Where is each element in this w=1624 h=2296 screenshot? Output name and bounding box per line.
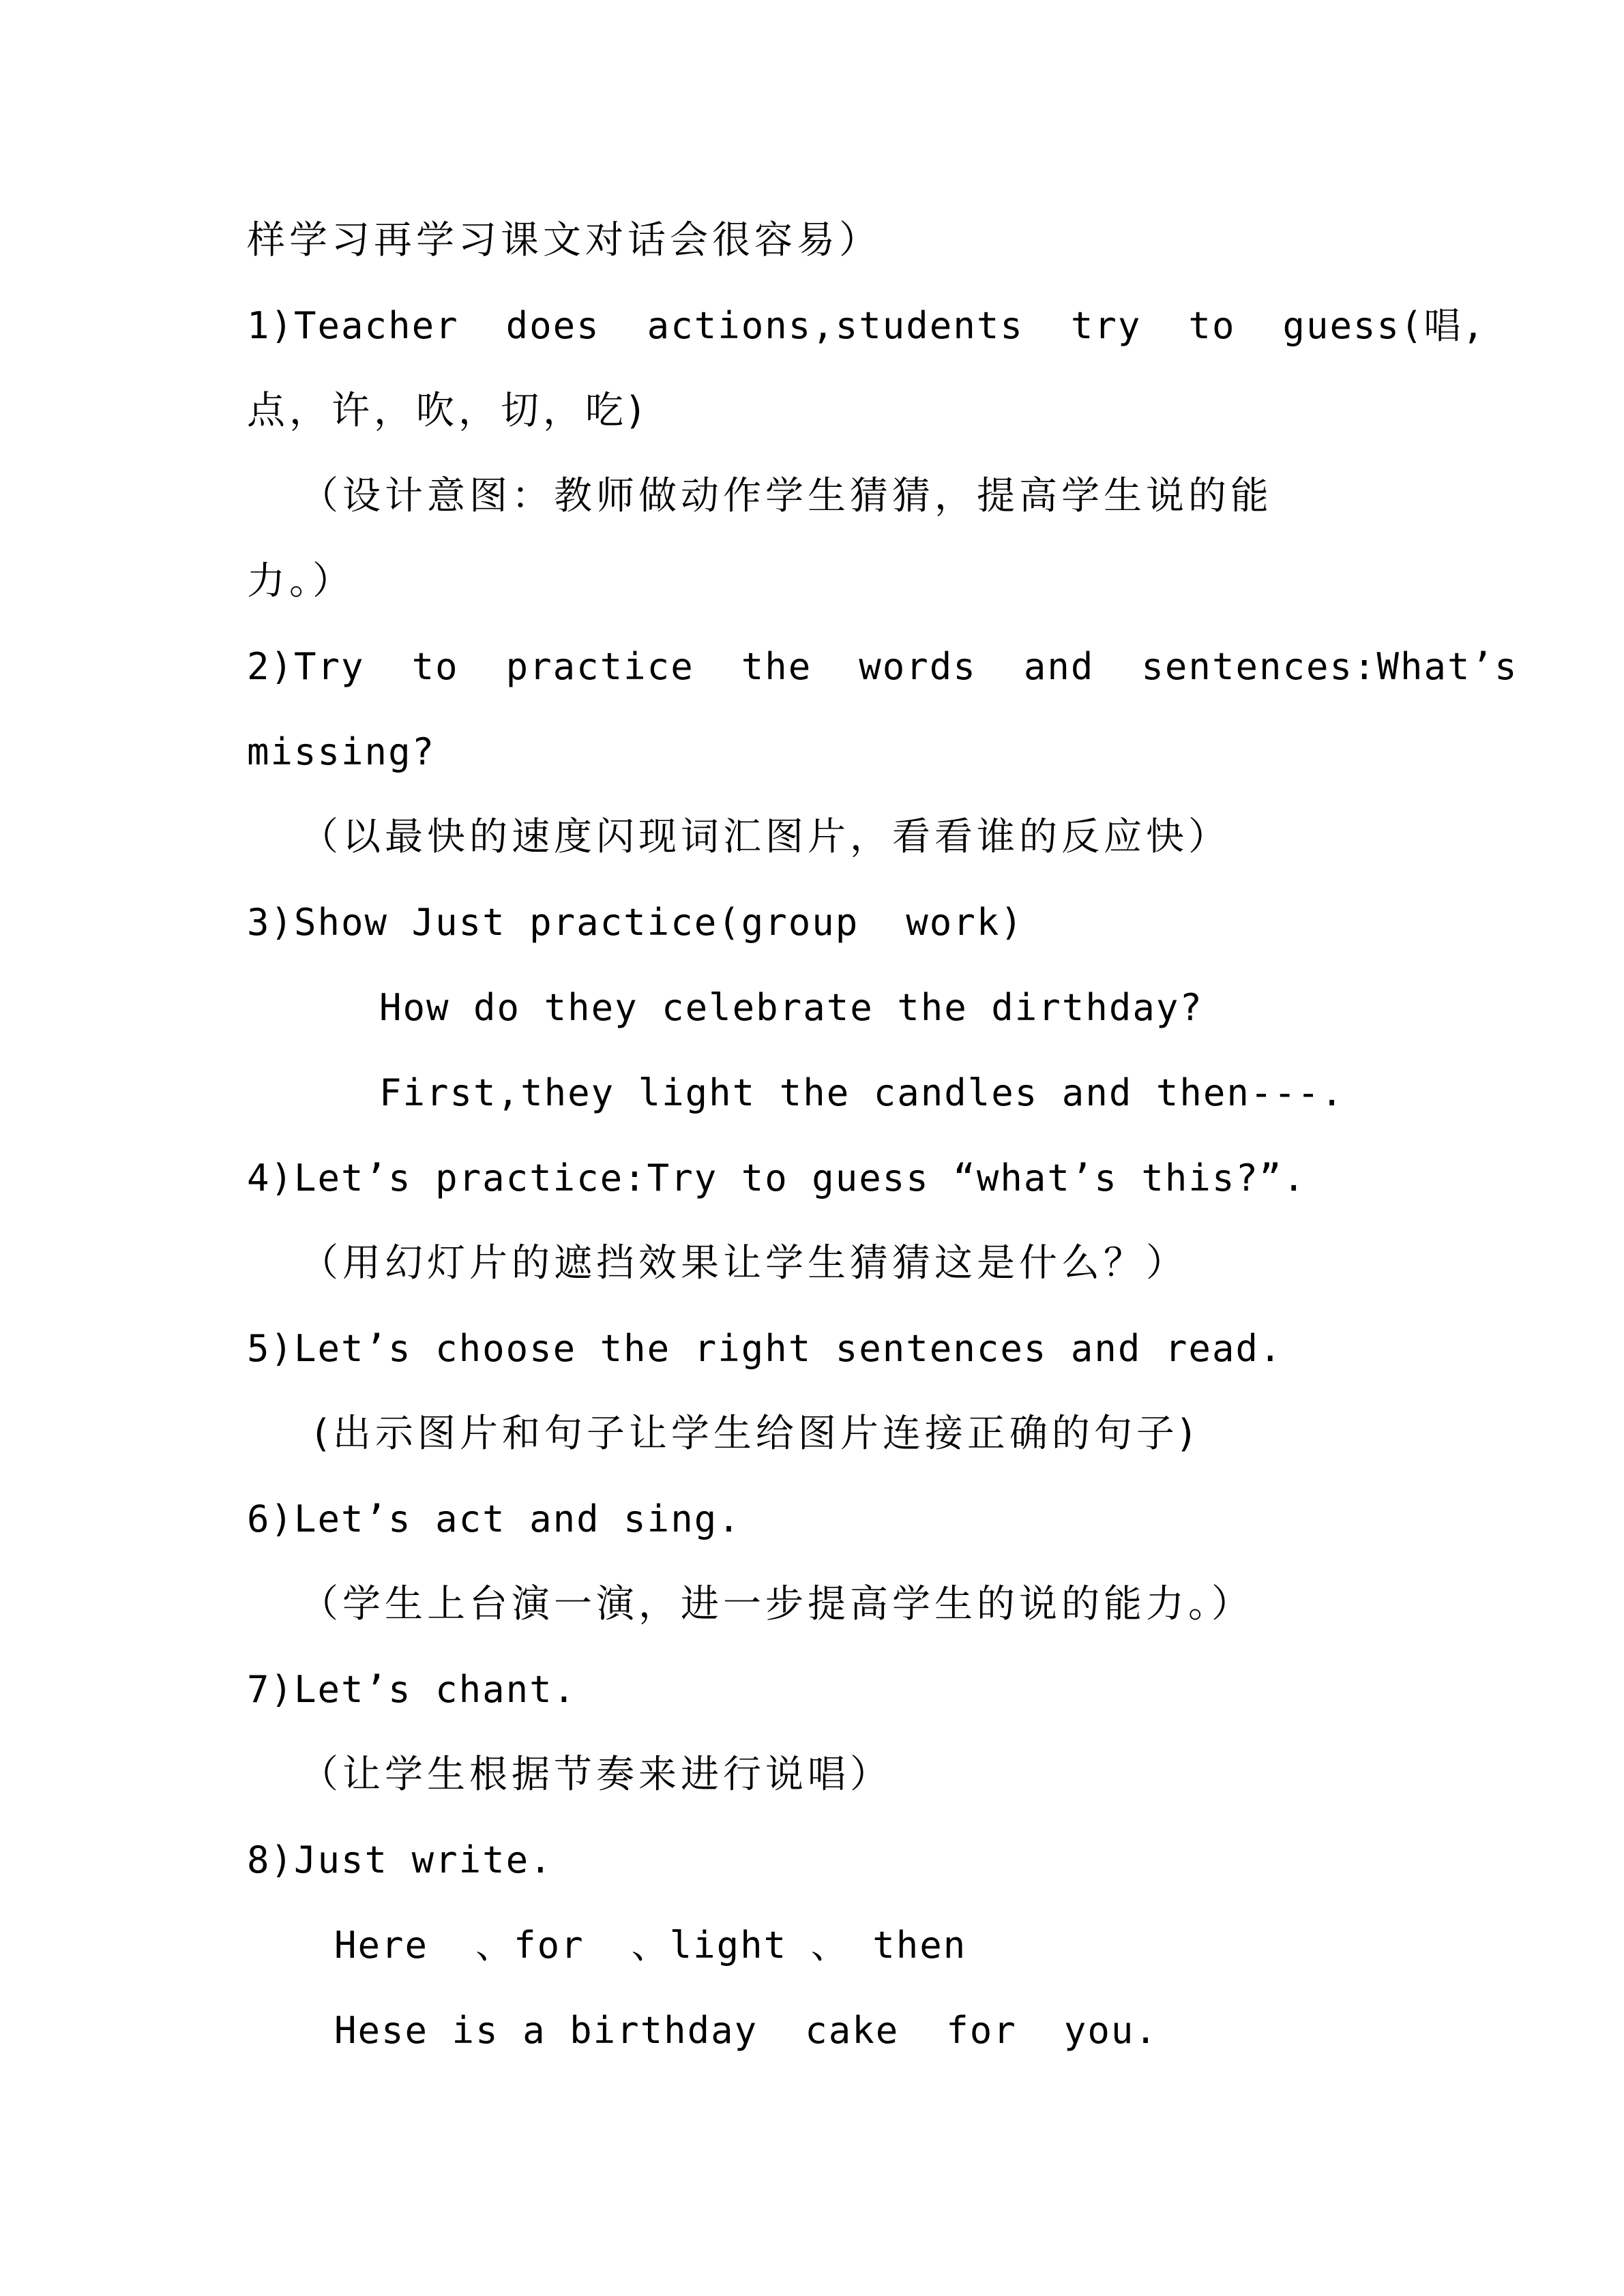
step-1-line: 1)Teacher does actions,students try to guess(唱, [247, 304, 1486, 347]
step-8-words: Here 、for 、light 、 then [334, 1924, 967, 1967]
design-intent-note: （设计意图：教师做动作学生猜猜，提高学生说的能 [300, 474, 1273, 518]
design-intent-note-end: 力。） [247, 559, 355, 603]
step-4-note: （用幻灯片的遮挡效果让学生猜猜这是什么？） [300, 1241, 1188, 1285]
step-2-line: 2)Try to practice the words and sentences:What’s [247, 645, 1518, 688]
step-1-actions: 点，许，吹，切，吃) [247, 389, 647, 433]
text-line-1: 样学习再学习课文对话会很容易） [247, 218, 881, 263]
step-6-note: （学生上台演一演，进一步提高学生的说的能力。） [300, 1582, 1254, 1626]
step-3-line: 3)Show Just practice(group work) [247, 901, 1024, 944]
step-5-line: 5)Let’s choose the right sentences and read. [247, 1327, 1283, 1370]
step-6-line: 6)Let’s act and sing. [247, 1497, 741, 1540]
step-5-note: (出示图片和句子让学生给图片连接正确的句子) [314, 1412, 1198, 1456]
step-4-line: 4)Let’s practice:Try to guess “what’s this?”. [247, 1157, 1306, 1199]
step-2-missing: missing? [247, 730, 436, 773]
step-2-note: （以最快的速度闪现词汇图片，看看谁的反应快） [300, 815, 1230, 859]
step-3-answer: First,they light the candles and then---. [379, 1071, 1344, 1114]
step-7-line: 7)Let’s chant. [247, 1668, 577, 1711]
step-7-note: （让学生根据节奏来进行说唱） [300, 1753, 892, 1797]
step-3-question: How do they celebrate the dirthday? [379, 986, 1203, 1029]
step-8-line: 8)Just write. [247, 1838, 553, 1881]
step-8-sentence: Hese is a birthday cake for you. [334, 2009, 1158, 2052]
